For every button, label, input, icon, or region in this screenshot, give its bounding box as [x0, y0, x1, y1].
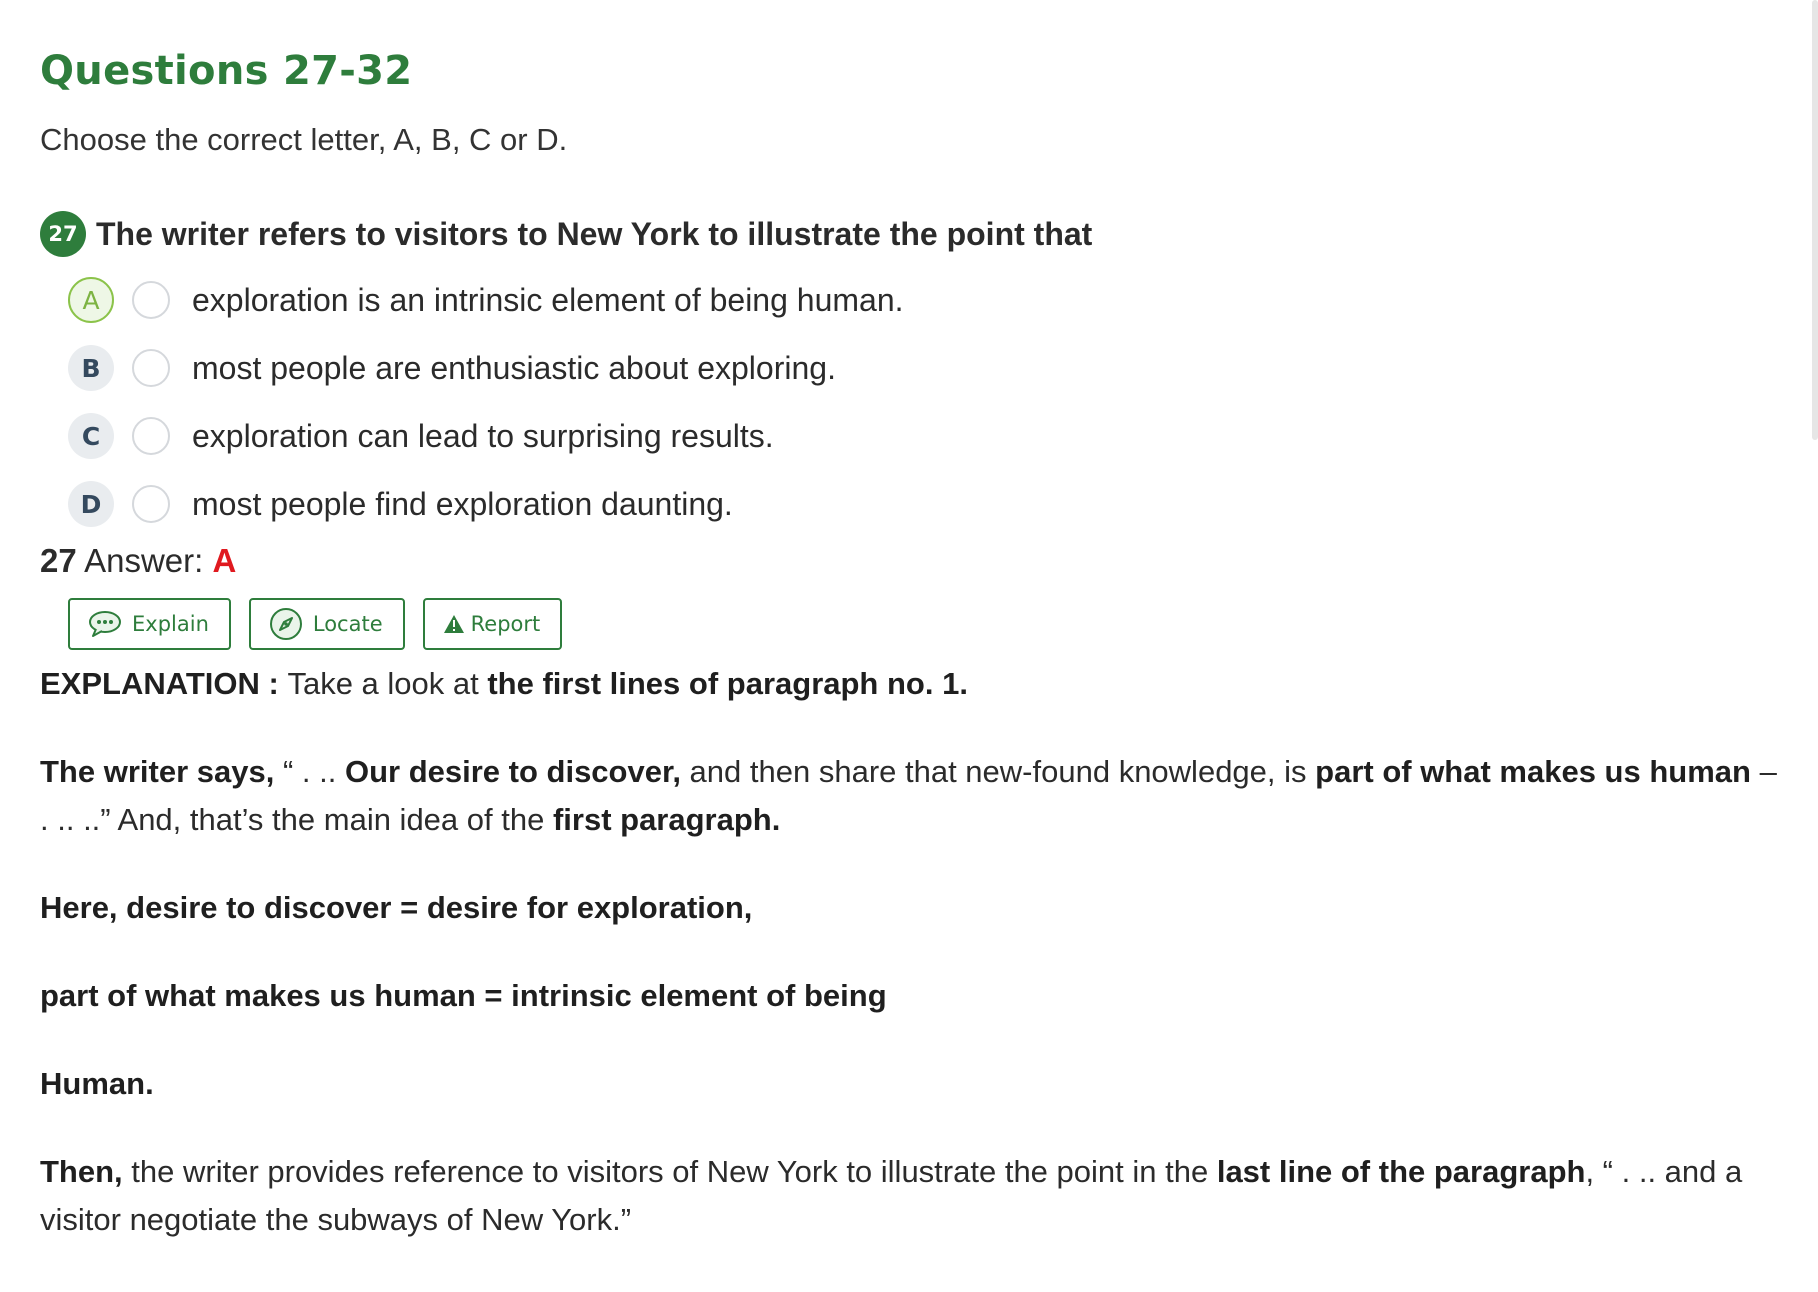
explanation-text: Take a look at	[287, 666, 488, 701]
explanation-bold: the first lines of paragraph no. 1.	[487, 666, 968, 701]
answer-label: Answer:	[84, 542, 204, 579]
option-text: most people are enthusiastic about exploring.	[192, 349, 836, 386]
option-radio[interactable]	[132, 281, 170, 319]
option-letter-badge: A	[68, 277, 114, 323]
explanation-paragraph	[40, 748, 1780, 844]
explanation-text: , “ . .. and a visitor negotiate the subways of New York.”	[40, 1154, 1743, 1237]
explain-button[interactable]	[68, 598, 231, 650]
option-radio[interactable]	[132, 485, 170, 523]
locate-button[interactable]	[249, 598, 405, 650]
option-text: exploration is an intrinsic element of being human.	[192, 281, 904, 318]
option-letter-badge: D	[68, 481, 114, 527]
explanation-bold: Here, desire to discover = desire for exploration,	[40, 890, 753, 925]
explanation-bold: Human.	[40, 1066, 154, 1101]
option-b[interactable]	[68, 344, 904, 392]
answer-question-number: 27	[40, 542, 77, 579]
explanation-bold: part of what makes us human	[1315, 754, 1751, 789]
locate-button-label: Locate	[312, 612, 383, 636]
explanation-paragraph	[40, 972, 1780, 1020]
explanation-text: – . .. ..” And, that’s the main idea of the	[40, 754, 1777, 837]
answer-line	[40, 542, 236, 580]
explanation-paragraph	[40, 884, 1780, 932]
explanation-bold: Then,	[40, 1154, 123, 1189]
answer-value: A	[212, 542, 237, 579]
option-letter-badge: C	[68, 413, 114, 459]
compass-icon	[269, 607, 303, 641]
scrollbar[interactable]	[1812, 0, 1818, 440]
speech-bubble-icon	[88, 610, 122, 638]
option-radio[interactable]	[132, 349, 170, 387]
option-list	[68, 276, 904, 548]
option-d[interactable]	[68, 480, 904, 528]
explanation-paragraph	[40, 1148, 1780, 1244]
question-number-badge: 27	[40, 211, 86, 257]
explanation-paragraph	[40, 660, 1780, 708]
explanation-paragraph	[40, 1060, 1780, 1108]
explanation-text: “ . ..	[274, 754, 345, 789]
explanation-bold: part of what makes us human = intrinsic element of being	[40, 978, 887, 1013]
option-a[interactable]	[68, 276, 904, 324]
report-button-label: Report	[470, 612, 541, 636]
explanation-bold: The writer says,	[40, 754, 275, 789]
question-text: The writer refers to visitors to New York to illustrate the point that	[96, 215, 1093, 252]
action-buttons	[68, 598, 580, 650]
warning-triangle-icon	[443, 614, 465, 634]
explanation-colon: :	[259, 666, 288, 701]
explanation-block	[40, 660, 1780, 1284]
explanation-text: and then share that new-found knowledge, is	[680, 754, 1316, 789]
explanation-bold: first paragraph.	[552, 802, 781, 837]
option-letter-badge: B	[68, 345, 114, 391]
section-instruction: Choose the correct letter, A, B, C or D.	[40, 122, 568, 157]
option-text: most people find exploration daunting.	[192, 485, 733, 522]
option-radio[interactable]	[132, 417, 170, 455]
explain-button-label: Explain	[132, 612, 209, 636]
explanation-label: EXPLANATION	[40, 666, 260, 701]
explanation-text: the writer provides reference to visitors of New York to illustrate the point in the	[122, 1154, 1217, 1189]
report-button[interactable]	[423, 598, 563, 650]
explanation-bold: last line of the paragraph	[1216, 1154, 1586, 1189]
explanation-bold: Our desire to discover,	[344, 754, 681, 789]
option-c[interactable]	[68, 412, 904, 460]
question-stem	[40, 210, 1092, 258]
section-title: Questions 27-32	[40, 48, 413, 94]
option-text: exploration can lead to surprising results.	[192, 417, 774, 454]
